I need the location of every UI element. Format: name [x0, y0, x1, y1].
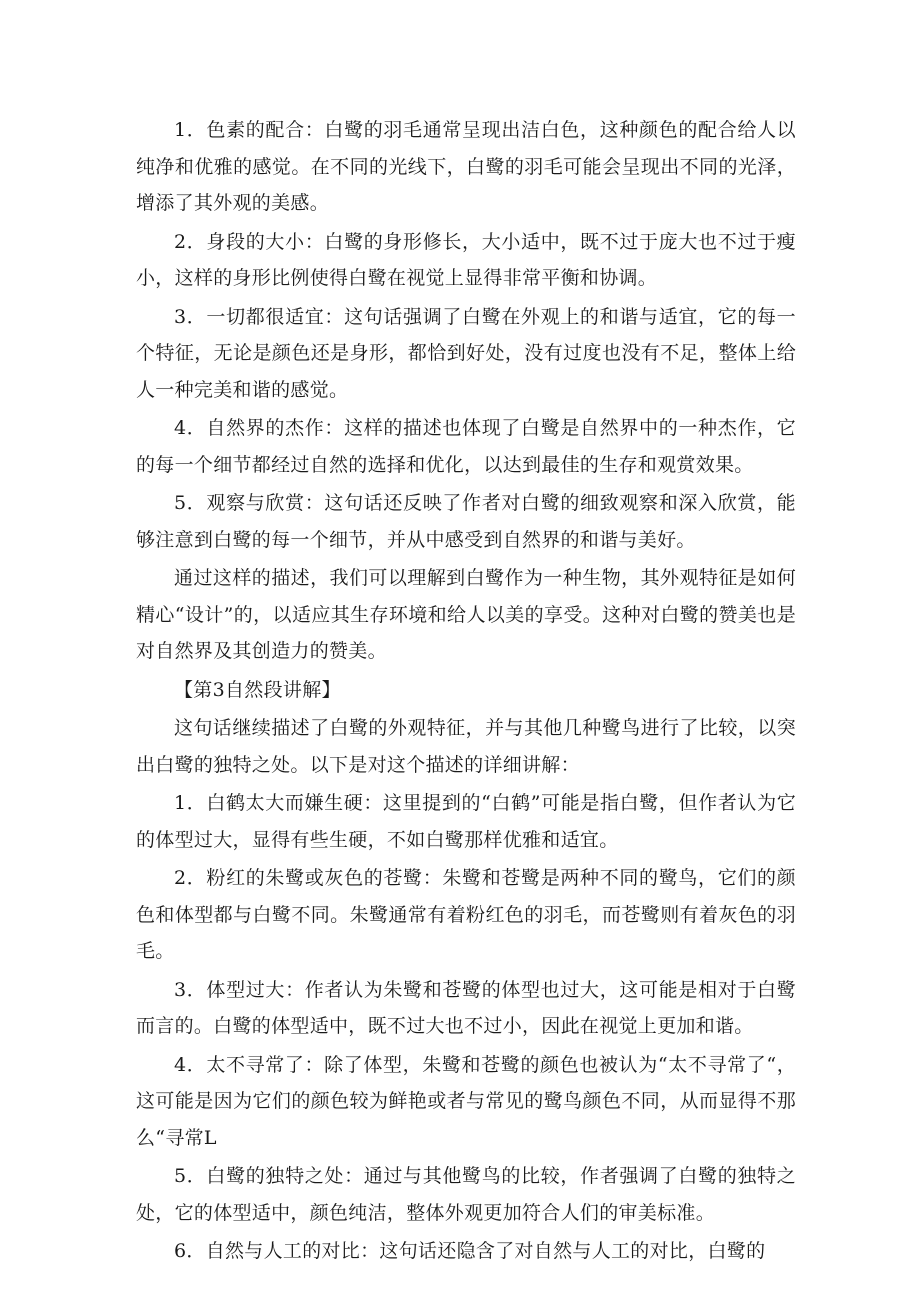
paragraph-size: 3．体型过大：作者认为朱鹭和苍鹭的体型也过大，这可能是相对于白鹭而言的。白鹭的体型适中，既不过大也不过小，因此在视觉上更加和谐。 [136, 978, 796, 1037]
paragraph-masterpiece: 4．自然界的杰作：这样的描述也体现了白鹭是自然界中的一种杰作，它的每一个细节都经过自然的选择和优化，以达到最佳的生存和观赏效果。 [136, 417, 796, 476]
paragraph-unusual: 4．太不寻常了：除了体型，朱鹭和苍鹭的颜色也被认为“太不寻常了“，这可能是因为它们的颜色较为鲜艳或者与常见的鹭鸟颜色不同，从而显得不那么“寻常L [136, 1053, 796, 1149]
paragraph-crane: 1．白鹤太大而嫌生硬：这里提到的“白鹤”可能是指白鹭，但作者认为它的体型过大，显得有些生硬，不如白鹭那样优雅和适宜。 [136, 792, 796, 851]
paragraph-pigment: 1．色素的配合：白鹭的羽毛通常呈现出洁白色，这种颜色的配合给人以纯净和优雅的感觉。在不同的光线下，白鹭的羽毛可能会呈现出不同的光泽，增添了其外观的美感。 [136, 119, 796, 214]
paragraph-contrast: 6．自然与人工的对比：这句话还隐含了对自然与人工的对比，白鹭的 [174, 1240, 766, 1262]
paragraph-observation: 5．观察与欣赏：这句话还反映了作者对白鹭的细致观察和深入欣赏，能够注意到白鹭的每一个细节，并从中感受到自然界的和谐与美好。 [136, 492, 796, 551]
document-body [136, 112, 796, 1272]
paragraph-summary: 通过这样的描述，我们可以理解到白鹭作为一种生物，其外观特征是如何精心“设计”的，以适应其生存环境和给人以美的享受。这种对白鹭的赞美也是对自然界及其创造力的赞美。 [136, 567, 796, 662]
paragraph-body-size: 2．身段的大小：白鹭的身形修长，大小适中，既不过于庞大也不过于瘦小，这样的身形比例使得白鹭在视觉上显得非常平衡和协调。 [136, 230, 796, 289]
paragraph-uniqueness: 5．白鹭的独特之处：通过与其他鹭鸟的比较，作者强调了白鹭的独特之处，它的体型适中，颜色纯洁，整体外观更加符合人们的审美标准。 [136, 1165, 796, 1224]
section-heading: 【第3自然段讲解】 [174, 678, 341, 701]
paragraph-intro: 这句话继续描述了白鹭的外观特征，并与其他几种鹭鸟进行了比较，以突出白鹭的独特之处。以下是对这个描述的详细讲解： [136, 717, 796, 776]
paragraph-ibis-heron: 2．粉红的朱鹭或灰色的苍鹭：朱鹭和苍鹭是两种不同的鹭鸟，它们的颜色和体型都与白鹭不同。朱鹭通常有着粉红色的羽毛，而苍鹭则有着灰色的羽毛。 [136, 867, 796, 962]
paragraph-suitability: 3．一切都很适宜：这句话强调了白鹭在外观上的和谐与适宜，它的每一个特征，无论是颜色还是身形，都恰到好处，没有过度也没有不足，整体上给人一种完美和谐的感觉。 [136, 305, 796, 401]
